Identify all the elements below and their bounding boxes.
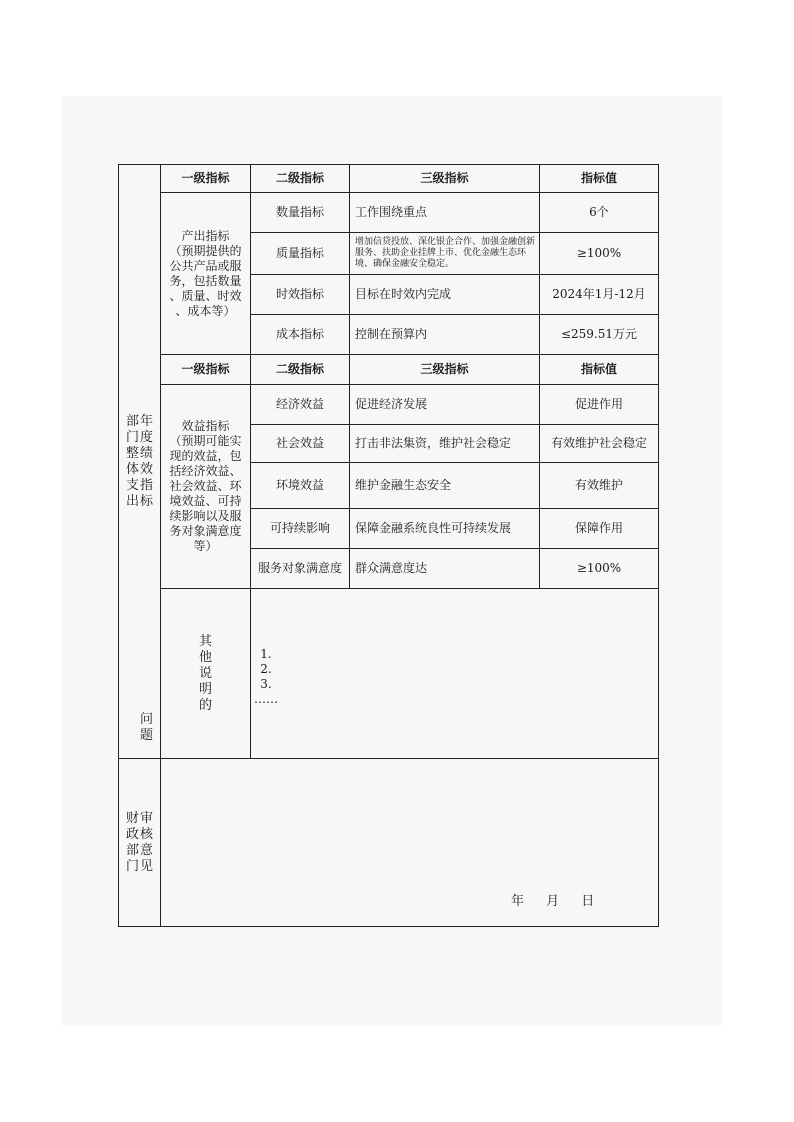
header-value-repeat: 指标值 — [540, 355, 659, 385]
value-cell: 促进作用 — [540, 385, 659, 425]
value-cell: 6个 — [540, 193, 659, 233]
issue-label: 问 题 — [140, 712, 154, 743]
header-level2-repeat: 二级指标 — [251, 355, 350, 385]
header-level1: 一级指标 — [161, 165, 251, 193]
finance-label-col-2: 审 核 意 见 — [140, 810, 154, 874]
header-level1-repeat: 一级指标 — [161, 355, 251, 385]
value-cell: 有效维护 — [540, 463, 659, 509]
finance-approval-row — [119, 759, 659, 927]
output-category: 产出指标 （预期提供的 公共产品或服 务，包括数量 、质量、时效 、成本等） — [161, 193, 251, 355]
level3-cell: 打击非法集资，维护社会稳定 — [350, 425, 540, 463]
level2-cell: 可持续影响 — [251, 509, 350, 549]
level3-cell: 促进经济发展 — [350, 385, 540, 425]
value-cell: ≥100% — [540, 549, 659, 589]
header-level2: 二级指标 — [251, 165, 350, 193]
header-level3: 三级指标 — [350, 165, 540, 193]
value-cell: 2024年1月-12月 — [540, 275, 659, 315]
section-label-cell — [119, 165, 161, 759]
table-row — [119, 385, 659, 425]
finance-label-cell — [119, 759, 161, 927]
finance-label-col-1: 财 政 部 门 — [125, 810, 139, 874]
approval-date: 年 月 日 — [511, 894, 595, 909]
level2-cell: 社会效益 — [251, 425, 350, 463]
level3-cell: 群众满意度达 — [350, 549, 540, 589]
level2-cell: 经济效益 — [251, 385, 350, 425]
benefit-category: 效益指标 （预期可能实 现的效益，包 括经济效益、 社会效益、环 境效益、可持 续影响以及服 务对象满意度 等） — [161, 385, 251, 589]
other-notes-row — [119, 589, 659, 759]
level3-cell: 目标在时效内完成 — [350, 275, 540, 315]
value-cell: ≥100% — [540, 233, 659, 275]
finance-approval-content — [161, 759, 659, 927]
other-label-col: 其 他 说 明 的 — [198, 633, 212, 713]
level3-cell: 维护金融生态安全 — [350, 463, 540, 509]
level2-cell: 成本指标 — [251, 315, 350, 355]
section-label-col-1: 部 门 整 体 支 出 — [125, 413, 139, 509]
level3-cell: 控制在预算内 — [350, 315, 540, 355]
table-row — [119, 193, 659, 233]
value-cell: 有效维护社会稳定 — [540, 425, 659, 463]
level2-cell: 服务对象满意度 — [251, 549, 350, 589]
level3-cell: 增加信贷投放、深化银企合作、加强金融创新服务、扶助企业挂牌上市、优化金融生态环境、确保金融安全稳定。 — [350, 233, 540, 275]
value-cell: ≤259.51万元 — [540, 315, 659, 355]
header-level3-repeat: 三级指标 — [350, 355, 540, 385]
level2-cell: 数量指标 — [251, 193, 350, 233]
performance-indicator-table — [118, 164, 659, 927]
level3-cell: 工作围绕重点 — [350, 193, 540, 233]
level2-cell: 时效指标 — [251, 275, 350, 315]
other-notes-content — [251, 589, 659, 759]
section-label-col-2: 年 度 绩 效 指 标 — [140, 413, 154, 509]
other-notes-label-cell — [161, 589, 251, 759]
header-value: 指标值 — [540, 165, 659, 193]
level2-cell: 环境效益 — [251, 463, 350, 509]
value-cell: 保障作用 — [540, 509, 659, 549]
issue-list: 1. 2. 3. …… — [254, 647, 278, 706]
level3-cell: 保障金融系统良性可持续发展 — [350, 509, 540, 549]
level2-cell: 质量指标 — [251, 233, 350, 275]
